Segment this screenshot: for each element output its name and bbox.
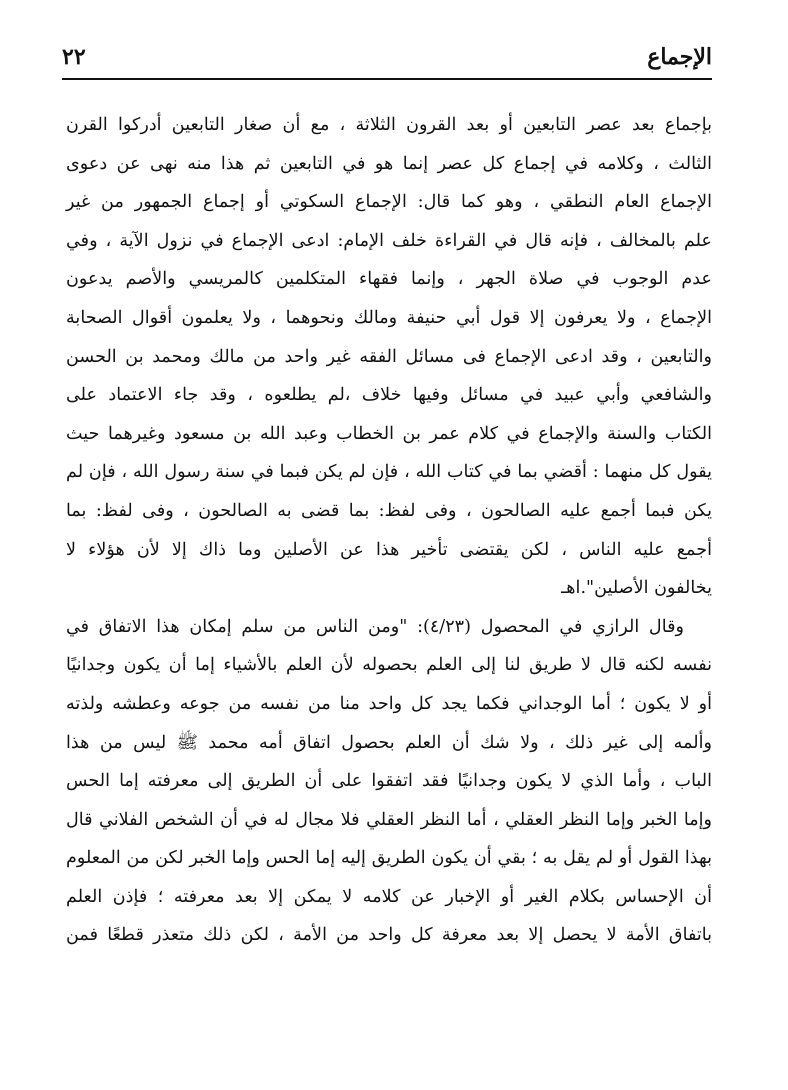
- text-line: وإما الخبر وإما النظر العقلي ، أما النظر العقلي فلا مجال له في أن الشخص الفلاني قال: [66, 809, 712, 830]
- text-line: والتابعين ، وقد ادعى الإجماع فى مسائل الفقه غير واحد من مالك ومحمد بن الحسن: [66, 346, 712, 367]
- text-line: أن الإحساس بكلام الغير أو الإخبار عن كلامه لا يمكن إلا بعد معرفته ؛ فإذن العلم: [66, 886, 712, 907]
- text-line: نفسه لكنه قال لا طريق لنا إلى العلم بحصوله لأن العلم بالأشياء إما أن يكون وجدانيًا: [66, 655, 712, 676]
- text-line: الإجماع ، ولا يعرفون إلا قول أبي حنيفة ومالك ونحوهما ، ولا يعلمون أقوال الصحابة: [66, 307, 712, 328]
- page-header: [62, 40, 712, 74]
- body-text: [66, 106, 712, 955]
- text-line: الباب ، وأما الذي لا يكون وجدانيًا فقد اتفقوا على أن الطريق إلى معرفته إما الحس: [66, 771, 712, 792]
- text-line: علم بالمخالف ، فإنه قال في القراءة خلف الإمام: ادعى الإجماع في نزول الآية ، وفي: [66, 230, 712, 251]
- text-line: الثالث ، وكلامه في إجماع كل عصر إنما هو في التابعين ثم هذا منه نهى عن دعوى: [66, 153, 712, 174]
- text-line: وألمه إلى غير ذلك ، ولا شك أن العلم بحصول اتفاق أمه محمد ﷺ ليس من هذا: [66, 732, 712, 753]
- running-title: الإجماع: [647, 44, 712, 70]
- text-line: يكن فبما أجمع عليه الصالحون ، وفى لفظ: بما قضى به الصالحون ، وفى لفظ: بما: [66, 500, 712, 521]
- text-line: أو لا يكون ؛ أما الوجداني فكما يجد كل واحد منا من نفسه من جوعه وعطشه ولذته: [66, 693, 712, 714]
- text-line: الإجماع العام النطقي ، وهو كما قال: الإجماع السكوتي أو إجماع الجمهور من غير: [66, 192, 712, 213]
- text-line: الكتاب والسنة والإجماع في كلام عمر بن الخطاب وعبد الله بن مسعود وغيرهما حيث: [66, 423, 712, 444]
- text-line: بإجماع بعد عصر التابعين أو بعد القرون الثلاثة ، مع أن صغار التابعين أدركوا القرن: [66, 115, 712, 135]
- text-line: والشافعي وأبي عبيد في مسائل وفيها خلاف ،لم يطلعوه ، وقد جاء الاعتماد على: [66, 385, 712, 406]
- text-line: يقول كل منهما : أقضي بما في كتاب الله ، فإن لم يكن فبما في سنة رسول الله ، فإن لم: [66, 462, 712, 483]
- text-line: أجمع عليه الناس ، لكن يقتضى تأخير هذا عن الأصلين وما ذاك إلا لأن هؤلاء لا: [66, 539, 712, 560]
- text-line: وقال الرازي في المحصول (٤/٢٣): "ومن الناس من سلم إمكان هذا الاتفاق في: [66, 616, 684, 637]
- text-line: عدم الوجوب في صلاة الجهر ، وإنما فقهاء المتكلمين كالمريسي والأصم يدعون: [66, 269, 712, 290]
- header-rule: [62, 78, 712, 80]
- text-line: يخالفون الأصلين".اهـ: [561, 578, 712, 599]
- text-line: باتفاق الأمة لا يحصل إلا بعد معرفة كل واحد من الأمة ، لكن ذلك متعذر قطعًا فمن: [66, 925, 712, 946]
- page-number: ٢٢: [62, 44, 86, 70]
- text-line: بهذا القول أو لم يقل به ؛ بقي أن يكون الطريق إليه إما الحس وإما الخبر لكن من المعلوم: [66, 848, 712, 869]
